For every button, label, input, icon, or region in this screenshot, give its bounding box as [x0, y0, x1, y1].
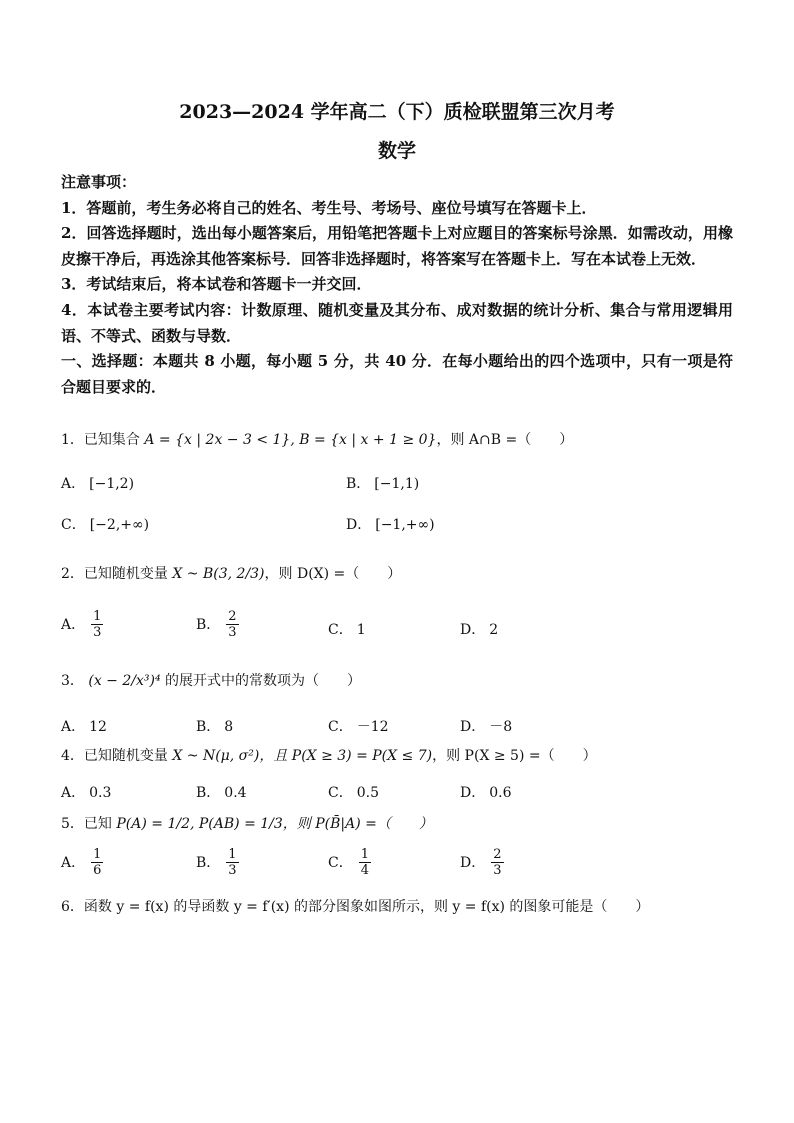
option-a: A． [−1,2) — [61, 476, 135, 492]
question-3 — [61, 671, 361, 691]
question-number: 4． — [61, 748, 84, 764]
note-item: 2．回答选择题时，选出每小题答案后，用铅笔把答题卡上对应题目的答案标号涂黑．如需改动，用橡皮擦干净后，再选涂其他答案标号．回答非选择题时，将答案写在答题卡上．写在本试卷上无效． — [61, 224, 733, 268]
option-d: D． 2 — [460, 622, 499, 638]
option-b: B． 8 — [196, 719, 234, 735]
note-item: 4．本试卷主要考试内容：计数原理、随机变量及其分布、成对数据的统计分析、集合与常用逻辑用语、不等式、函数与导数． — [61, 300, 733, 345]
question-number: 1． — [61, 432, 84, 448]
option-c: C． 0.5 — [328, 785, 379, 801]
question-6 — [61, 897, 649, 917]
question-lead: 已知随机变量 — [83, 748, 168, 764]
subject-title: 数学 — [377, 140, 416, 162]
question-number: 2． — [61, 566, 84, 582]
exam-title: 2023—2024 学年高二（下）质检联盟第三次月考 — [179, 101, 615, 123]
question-lead: 已知集合 — [83, 432, 140, 448]
question-condition: ，且 P(X ≥ 3) = P(X ≤ 7) — [259, 748, 433, 764]
option-a: A． 12 — [61, 719, 107, 735]
option-b: B． [−1,1) — [346, 476, 420, 492]
question-lead: 已知随机变量 — [83, 566, 168, 582]
question-lead: 已知 — [83, 816, 112, 832]
question-formula: (x − 2/x³)⁴ — [88, 673, 161, 689]
question-formula: P(A) = 1/2, P(AB) = 1/3 — [116, 816, 283, 832]
question-tail: ，则 A∩B =（ ） — [436, 432, 574, 448]
question-4 — [61, 746, 597, 766]
question-number: 3． — [61, 673, 84, 689]
question-text: 函数 y = f(x) 的导函数 y = f′(x) 的部分图象如图所示，则 y = f(x) 的图象可能是（ ） — [83, 899, 650, 915]
option-c: C． $\frac{1}{4}$ — [328, 847, 369, 878]
notes-heading: 注意事项： — [61, 173, 137, 191]
option-d: D． $\frac{2}{3}$ — [460, 847, 502, 878]
option-c: C． [−2,+∞) — [61, 517, 150, 533]
option-d: D． －8 — [460, 719, 513, 735]
question-formula: X ~ N(μ, σ²) — [172, 748, 260, 764]
option-b: B． $\frac{1}{3}$ — [196, 847, 237, 878]
option-d: D． 0.6 — [460, 785, 512, 801]
question-tail: 的展开式中的常数项为（ ） — [165, 673, 362, 689]
question-formula: A = {x | 2x − 3 < 1}, B = {x | x + 1 ≥ 0} — [144, 432, 437, 448]
question-tail: ，则 P(B̄|A) =（ ） — [282, 816, 433, 832]
question-formula: X ~ B(3, 2/3) — [172, 566, 265, 582]
note-item: 1．答题前，考生务必将自己的姓名、考生号、考场号、座位号填写在答题卡上． — [61, 198, 597, 217]
question-number: 6． — [61, 899, 84, 915]
section-heading: 一、选择题：本题共 8 小题，每小题 5 分，共 40 分．在每小题给出的四个选项中，只有一项是符合题目要求的． — [61, 352, 733, 396]
question-2 — [61, 564, 401, 584]
note-item: 3．考试结束后，将本试卷和答题卡一并交回． — [61, 275, 372, 294]
option-b: B． $\frac{2}{3}$ — [196, 609, 237, 640]
question-number: 5． — [61, 816, 84, 832]
option-d: D． [−1,+∞) — [346, 517, 435, 533]
option-a: A． 0.3 — [61, 785, 112, 801]
option-c: C． 1 — [328, 622, 366, 638]
question-tail: ，则 D(X) =（ ） — [264, 566, 402, 582]
instructions — [61, 170, 733, 400]
option-a: A． $\frac{1}{3}$ — [61, 609, 102, 640]
option-a: A． $\frac{1}{6}$ — [61, 847, 102, 878]
question-tail: ，则 P(X ≥ 5) =（ ） — [432, 748, 597, 764]
option-b: B． 0.4 — [196, 785, 247, 801]
option-c: C． －12 — [328, 719, 389, 735]
question-5 — [61, 814, 433, 834]
question-1 — [61, 430, 573, 450]
